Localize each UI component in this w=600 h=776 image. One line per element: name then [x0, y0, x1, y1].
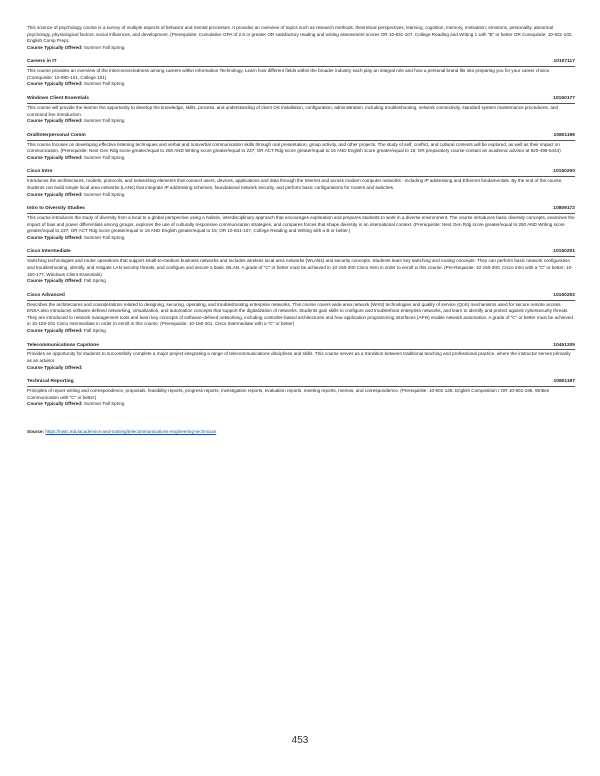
course-offered: [27, 328, 575, 335]
course-description: Provides an opportunity for students to successfully complete a major project integrating a range of telecommunications disciplines and skills. This course serves as a transition between traditional teaching and professional practice, where the instructor serves primarily as an advisor.: [27, 351, 571, 364]
course-offered: [27, 81, 575, 88]
course-offered: [27, 235, 575, 242]
course-entry: [27, 96, 575, 125]
course-entry: [27, 169, 575, 198]
course-title: Cisco Advanced: [27, 292, 65, 298]
course-title: Technical Reporting: [27, 379, 74, 385]
course-offered: [27, 45, 575, 52]
offered-label: Course Typically Offered:: [27, 364, 83, 370]
course-entry: [27, 133, 575, 162]
course-offered: [27, 365, 575, 372]
course-offered: [27, 118, 575, 125]
course-header: [27, 169, 575, 177]
offered-value: Summer Fall Spring: [83, 191, 125, 197]
course-entry: [27, 206, 575, 241]
offered-label: Course Typically Offered:: [27, 81, 83, 87]
course-offered: [27, 192, 575, 199]
course-offered: [27, 278, 575, 285]
course-description: This course introduces the study of diversity from a local to a global perspective using a holistic, interdisciplinary approach that encourages exploration and prepares students to work in a diverse environment. The course introduces basic diversity concepts, examines the impact of bias and power differentials among groups, explores the use of culturally responsive communication strategies, and compares forces that shape diversity in an international context. (Prerequisite: Next Gen Rdg score greater/equal to 250 AND Writing score greater/equal to 237; OR ACT Rdg score greater/equal to 16 AND English greater/equal to 15; OR 10-831-107, College Reading and Writing with a B or better.): [27, 215, 575, 234]
offered-value: Fall Spring: [83, 327, 106, 333]
source-line: [27, 429, 575, 436]
offered-label: Course Typically Offered:: [27, 234, 83, 240]
course-header: [27, 206, 575, 214]
course-code: 10150200: [553, 169, 575, 175]
course-header: [27, 249, 575, 257]
course-header: [27, 59, 575, 67]
offered-label: Course Typically Offered:: [27, 118, 83, 124]
course-code: 10150177: [553, 96, 575, 102]
page-number: 453: [291, 735, 309, 746]
course-header: [27, 96, 575, 104]
course-title: Windows Client Essentials: [27, 96, 89, 102]
page-content: [27, 25, 575, 436]
course-entry: [27, 379, 575, 408]
offered-label: Course Typically Offered:: [27, 327, 83, 333]
offered-value: Summer Fall Spring: [83, 401, 125, 407]
course-header: [27, 293, 575, 301]
intro-description: This science of psychology course is a survey of multiple aspects of behavior and mental processes. It provides an overview of topics such as research methods, theoretical perspectives, learning, cognition, memory, motivation, emotions, personality, abnormal psychology, physiological factors, social influences, and development. (Prerequisite: Cumulative GPA of 2.6 or greater OR satisfactory reading and writing assessment scores OR 10-831-107, College Reading and Writing 1 with "B" or better OR Corequisite: 10-831-102, English Comp Prep).: [27, 25, 573, 44]
course-title: Intro to Diversity Studies: [27, 206, 85, 212]
course-title: Cisco Intro: [27, 169, 53, 175]
course-header: [27, 343, 575, 351]
course-code: 10150202: [553, 292, 575, 298]
course-description: Principles of report writing and correspondence, proposals, feasibility reports, progress reports, investigation reports, evaluation reports, meeting reports, memos, and correspondence. (Prerequisite: 10-801-136, English Composition I OR 10-801-195, Written Communication with "C" or better): [27, 388, 550, 400]
course-title: Careers in IT: [27, 59, 57, 65]
course-description: Switching technologies and router operations that support small-to-medium business networks and includes wireless local area networks (WLANs) and security concepts. Students learn key switching and routing concepts. They can perform basic network configuration and troubleshooting, identify, and mitigate LAN security threats, and configure and secure a basic WLAN. A grade of "C" or better must be achieved in 10-150-200 Cisco Intro in order to enroll in this course. (Pre-Requisite: 10-150-200, Cisco Intro with a "C" or better; 10-150-177, Windows Client Essentials): [27, 258, 573, 277]
course-entry: [27, 293, 575, 335]
offered-value: Summer Fall Spring: [83, 154, 125, 160]
offered-label: Course Typically Offered:: [27, 401, 83, 407]
course-code: 10801197: [553, 379, 575, 385]
course-title: Cisco Intermediate: [27, 249, 71, 255]
course-title: Oral/Interpersonal Comm: [27, 132, 86, 138]
course-description: This course will provide the learner the opportunity to develop the knowledge, skills, process, and understanding of client OS installation, configuration, administration, including troubleshooting, network connectivity, standard system maintenance procedures, and command line introduction.: [27, 104, 559, 117]
course-header: [27, 379, 575, 387]
offered-value: Summer Fall Spring: [83, 234, 125, 240]
source-link[interactable]: https://nwtc.edu/academics-and-training/telecommunications-engineering-technician: [45, 428, 217, 434]
course-code: 10809172: [553, 206, 575, 212]
course-header: [27, 133, 575, 141]
course-description: This course focuses on developing effective listening techniques and verbal and nonverbal communication skills through oral presentation, group activity, and other projects. The study of self, conflict, and cultural contexts will be explored, as well as their impact on communication. (Prerequisite: Next Gen Rdg score greater/equal to 250 AND Writing score greater/equal to 237; OR ACT Rdg score greater/equal to 16 AND English score greater/equal to 18; OR preparatory course-contact an academic advisor at 920-498-5444): [27, 141, 561, 154]
course-entry: [27, 59, 575, 88]
offered-label: Course Typically Offered:: [27, 278, 83, 284]
offered-value: Fall Spring: [83, 278, 106, 284]
course-entry: [27, 249, 575, 284]
offered-label: Course Typically Offered:: [27, 44, 83, 50]
course-code: 10451205: [553, 342, 575, 348]
offered-label: Course Typically Offered:: [27, 191, 83, 197]
source-label: Source:: [27, 428, 45, 434]
course-description: Introduces the architectures, models, protocols, and networking elements that connect users, devices, applications and data through the Internet and across modern computer networks - including IP addressing and Ethernet fundamentals. By the end of the course, students can build simple local area networks (LANs) that integrate IP addressing schemes, foundational network security, and perform basic configurations for routers and switches.: [27, 178, 563, 190]
offered-label: Course Typically Offered:: [27, 154, 83, 160]
offered-value: Summer Fall Spring: [83, 44, 125, 50]
course-title: Telecommunications Capstone: [27, 342, 99, 348]
course-code: 10150201: [553, 249, 575, 255]
course-description: Describes the architectures and considerations related to designing, securing, operating, and troubleshooting enterprise networks. This course covers wide area network (WAN) technologies and quality of service (QoS) mechanisms used for secure remote access. ENSA also introduces software-defined networking, virtualization, and automation concepts that support the digitalization of networks. Students gain skills to configure and troubleshoot enterprise networks, and learn to identify and protect against cybersecurity threats. They are introduced to network management tools and learn key concepts of software-defined networking, including controller-based architectures and how application programming interfaces (APIs) enable network automation. A grade of "C" or better must be achieved in 10-150-201 Cisco Intermediate in order to enroll in this course. (Prerequisite: 10-150-201, Cisco Intermediate with a "C" or better): [27, 301, 573, 327]
course-offered: [27, 401, 575, 408]
offered-value: Summer Fall Spring: [83, 81, 125, 87]
course-entry: [27, 343, 575, 372]
course-code: 10107117: [553, 59, 575, 65]
course-description: This course provides an overview of the interconnectedness among careers within Information Technology. Learn how different fields within the broader industry each play an integral role and how a personal brand fits into preparing you for your career choice. (Corequisite: 10-890-101, College 101): [27, 68, 551, 80]
offered-value: Summer Fall Spring: [83, 118, 125, 124]
course-offered: [27, 155, 575, 162]
course-code: 10801196: [553, 132, 575, 138]
